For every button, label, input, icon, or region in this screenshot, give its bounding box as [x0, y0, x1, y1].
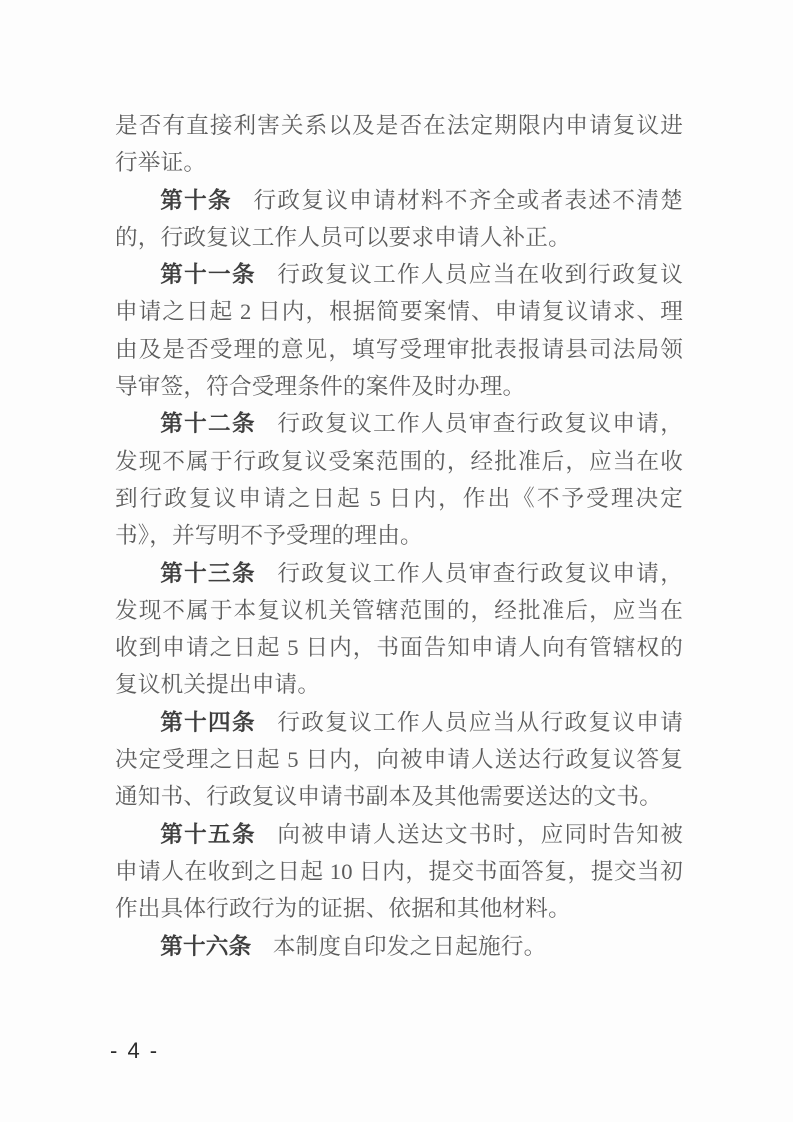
article-number: 第十条	[160, 187, 232, 213]
article-number: 第十三条	[160, 560, 256, 586]
article-number: 第十五条	[160, 821, 256, 847]
paragraph-text: 行政复议工作人员审查行政复议申请，发现不属于行政复议受案范围的，经批准后，应当在收到行政复议申请之日起 5 日内，作出《不予受理决定书》，并写明不予受理的理由。	[115, 411, 683, 549]
paragraph	[115, 555, 683, 704]
paragraph	[115, 405, 683, 554]
paragraph-text: 向被申请人送达文书时，应同时告知被申请人在收到之日起 10 日内，提交书面答复，提交当初作出具体行政行为的证据、依据和其他材料。	[115, 821, 683, 922]
paragraph	[115, 182, 683, 257]
article-number: 第十一条	[160, 262, 256, 288]
paragraph-text: 行政复议工作人员应当在收到行政复议申请之日起 2 日内，根据简要案情、申请复议请求、理由及是否受理的意见，填写受理审批表报请县司法局领导审签，符合受理条件的案件及时办理。	[115, 262, 683, 400]
article-number: 第十六条	[160, 933, 252, 959]
paragraph	[115, 816, 683, 928]
paragraph	[115, 704, 683, 816]
paragraph	[115, 928, 683, 965]
article-number: 第十二条	[160, 411, 256, 437]
paragraph	[115, 256, 683, 405]
page-number: - 4 -	[110, 1038, 160, 1063]
paragraph-text: 本制度自印发之日起施行。	[272, 933, 547, 959]
paragraph-text: 行政复议申请材料不齐全或者表述不清楚的，行政复议工作人员可以要求申请人补正。	[115, 187, 683, 250]
paragraph-text: 行政复议工作人员应当从行政复议申请决定受理之日起 5 日内，向被申请人送达行政复议答复通知书、行政复议申请书副本及其他需要送达的文书。	[115, 709, 683, 810]
paragraph-text: 是否有直接利害关系以及是否在法定期限内申请复议进行举证。	[115, 113, 683, 176]
article-number: 第十四条	[160, 709, 256, 735]
document-body	[115, 107, 683, 965]
paragraph-text: 行政复议工作人员审查行政复议申请，发现不属于本复议机关管辖范围的，经批准后，应当在收到申请之日起 5 日内，书面告知申请人向有管辖权的复议机关提出申请。	[115, 560, 683, 698]
paragraph	[115, 107, 683, 182]
